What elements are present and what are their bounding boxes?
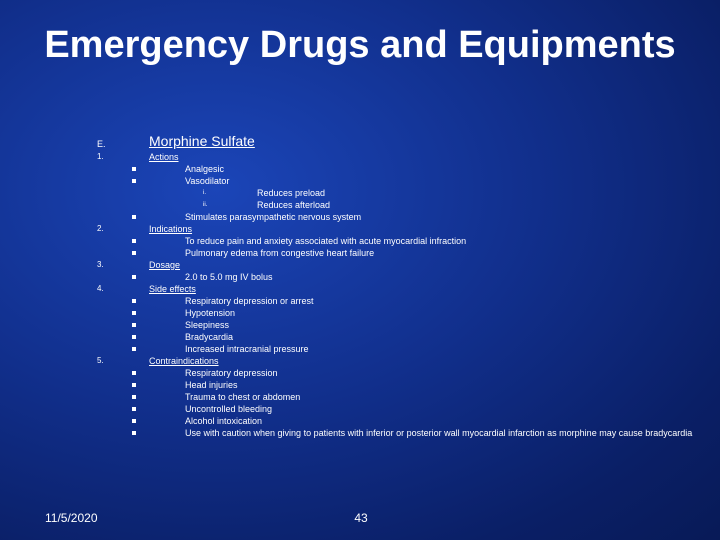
square-bullet-icon [132,299,136,303]
list-item [0,187,720,199]
roman-number: ii. [203,202,208,208]
roman-number: i. [203,190,206,196]
list-item-dosage [0,259,720,271]
square-bullet-icon [132,395,136,399]
list-item [0,379,720,391]
square-bullet-icon [132,347,136,351]
section-heading-row [0,133,720,149]
slide-number: 43 [354,511,368,525]
list-item [0,295,720,307]
list-item [0,235,720,247]
list-item [0,211,720,223]
item-number: 4. [97,284,104,293]
square-bullet-icon [132,431,136,435]
list-item-actions [0,151,720,163]
subheading-actions: Actions [149,152,179,162]
item-number: 2. [97,224,104,233]
list-item [0,367,720,379]
item-text: To reduce pain and anxiety associated with acute myocardial infraction [185,236,467,246]
list-item [0,391,720,403]
item-text: Reduces preload [257,188,326,198]
subheading-side-effects: Side effects [149,284,196,294]
item-text: Bradycardia [185,332,234,342]
list-item [0,247,720,259]
square-bullet-icon [132,323,136,327]
item-text: Stimulates parasympathetic nervous system [185,212,362,222]
item-text: Reduces afterload [257,200,331,210]
list-item [0,331,720,343]
item-number: 1. [97,152,104,161]
list-item [0,175,720,187]
square-bullet-icon [132,335,136,339]
square-bullet-icon [132,311,136,315]
item-number: 5. [97,356,104,365]
item-text: Increased intracranial pressure [185,344,309,354]
square-bullet-icon [132,275,136,279]
list-item [0,199,720,211]
item-text: Use with caution when giving to patients with inferior or posterior wall myocardial infarction as morphine may cause bradycardia [185,428,693,438]
square-bullet-icon [132,419,136,423]
square-bullet-icon [132,407,136,411]
square-bullet-icon [132,215,136,219]
list-item [0,163,720,175]
list-item-side-effects [0,283,720,295]
item-text: Alcohol intoxication [185,416,263,426]
slide-title: Emergency Drugs and Equipments [44,24,676,66]
square-bullet-icon [132,179,136,183]
square-bullet-icon [132,383,136,387]
list-item [0,343,720,355]
item-text: 2.0 to 5.0 mg IV bolus [185,272,273,282]
list-item-contraindications [0,355,720,367]
item-text: Uncontrolled bleeding [185,404,273,414]
list-item [0,307,720,319]
list-item [0,319,720,331]
list-item [0,415,720,427]
list-item [0,271,720,283]
item-text: Hypotension [185,308,236,318]
item-text: Sleepiness [185,320,230,330]
square-bullet-icon [132,251,136,255]
subheading-contraindications: Contraindications [149,356,219,366]
list-item [0,427,720,451]
item-text: Trauma to chest or abdomen [185,392,301,402]
item-text: Pulmonary edema from congestive heart failure [185,248,375,258]
item-text: Head injuries [185,380,238,390]
section-heading: Morphine Sulfate [149,133,255,149]
item-text: Respiratory depression [185,368,278,378]
footer-date: 11/5/2020 [45,511,98,525]
list-item [0,403,720,415]
square-bullet-icon [132,371,136,375]
subheading-indications: Indications [149,224,193,234]
item-text: Respiratory depression or arrest [185,296,314,306]
square-bullet-icon [132,239,136,243]
item-text: Vasodilator [185,176,230,186]
item-number: 3. [97,260,104,269]
square-bullet-icon [132,167,136,171]
item-text: Analgesic [185,164,225,174]
section-number: E. [97,139,106,149]
list-item-indications [0,223,720,235]
subheading-dosage: Dosage [149,260,181,270]
